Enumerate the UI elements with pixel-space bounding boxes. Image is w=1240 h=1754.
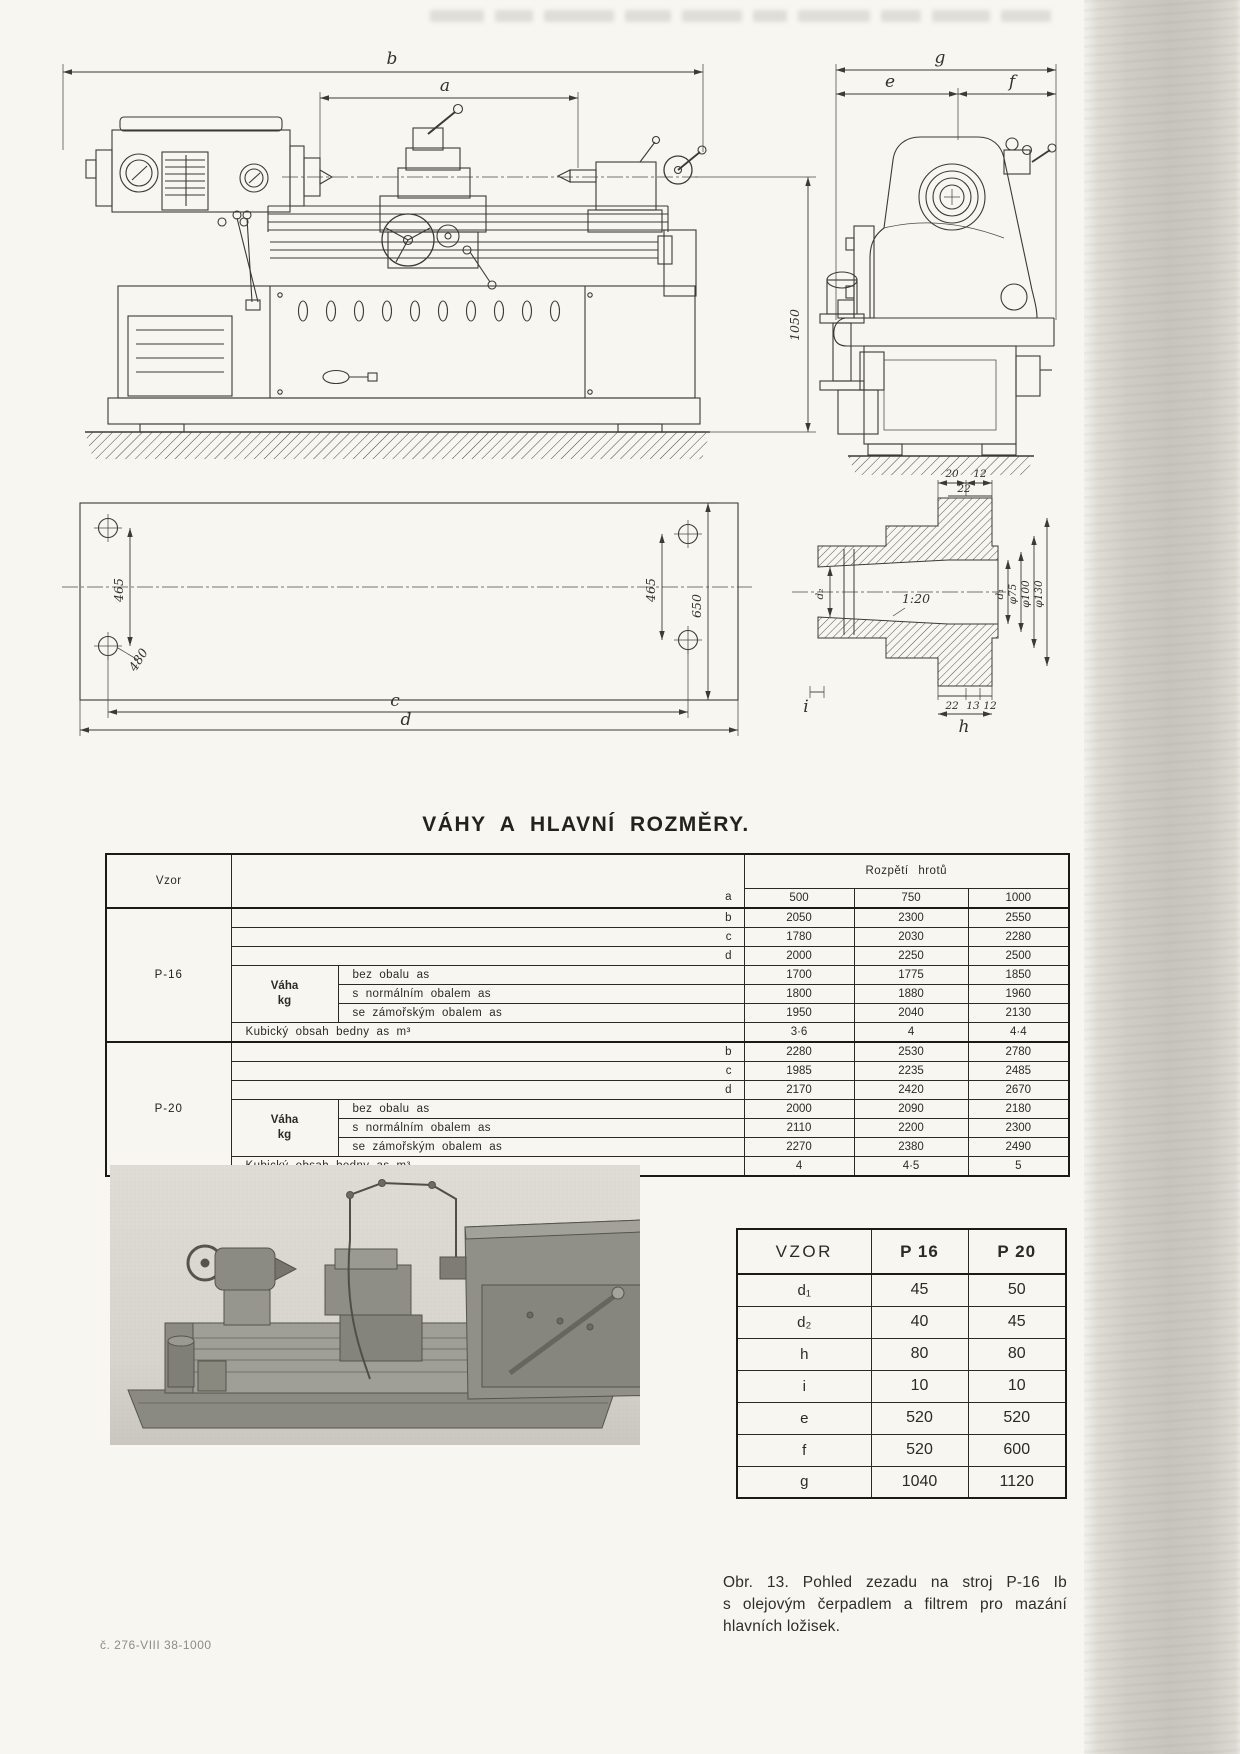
value-cell: 2485	[968, 1061, 1069, 1080]
section-dim-20: 20	[945, 468, 959, 480]
value-cell: 2040	[854, 1003, 968, 1022]
weight-desc-cell: s normálním obalem as	[338, 984, 744, 1003]
page-title: VÁHY A HLAVNÍ ROZMĚRY.	[422, 813, 750, 836]
weights-dimensions-table	[105, 853, 1070, 1177]
value-cell: 2420	[854, 1080, 968, 1099]
table-row	[106, 927, 1069, 946]
dim-letter-cell: c	[689, 1061, 744, 1080]
value-cell: 2000	[744, 1099, 854, 1118]
param-label-cell: d₂	[737, 1306, 871, 1338]
value-cell: 4·5	[854, 1156, 968, 1176]
value-cell: 10	[871, 1370, 968, 1402]
small-table-header-row	[737, 1229, 1066, 1274]
value-cell: 3·6	[744, 1022, 854, 1042]
value-cell: 1120	[999, 1472, 1034, 1490]
table-row	[106, 946, 1069, 965]
rozpeti-header: Rozpětí hrotů	[744, 854, 1069, 888]
spacer-cell	[231, 888, 689, 908]
value-cell: 2780	[968, 1042, 1069, 1062]
caption-line: Obr. 13. Pohled zezadu na stroj P-16 Ib	[723, 1574, 1067, 1591]
vaha-kg-label	[231, 1099, 338, 1156]
spacer-cell	[231, 927, 689, 946]
spacer-cell	[231, 1042, 689, 1062]
value-cell: 2090	[854, 1099, 968, 1118]
value-cell: 5	[1015, 1159, 1022, 1172]
value-cell: 1780	[744, 927, 854, 946]
dim-label-1050: 1050	[787, 309, 802, 341]
value-cell: 2000	[744, 946, 854, 965]
foundation-plan-drawing	[62, 503, 752, 736]
section-dim-h: h	[958, 717, 970, 737]
param-label-cell: h	[737, 1338, 871, 1370]
section-dim-12: 12	[973, 468, 987, 480]
span-value-cell: 500	[744, 888, 854, 908]
value-cell: 2050	[744, 908, 854, 928]
lathe-side-view-drawing	[63, 64, 816, 459]
value-cell: 4·4	[968, 1022, 1069, 1042]
figure-caption	[723, 1572, 1067, 1638]
dim-label-a: a	[439, 76, 451, 96]
section-dim-d2: d₂	[814, 588, 826, 600]
dim-label-f: f	[1008, 72, 1016, 92]
value-cell: 80	[968, 1338, 1066, 1370]
dim-label-c: c	[390, 691, 400, 711]
span-value-cell: 750	[854, 888, 968, 908]
machine-photo	[110, 1165, 640, 1445]
section-dim-d1: d₁	[994, 588, 1006, 600]
dim-label-480: 480	[125, 645, 151, 674]
kg-word: kg	[277, 1128, 292, 1141]
value-cell: 1700	[744, 965, 854, 984]
table-row	[106, 1042, 1069, 1062]
dim-letter-cell: d	[689, 1080, 744, 1099]
dim-label-e: e	[884, 72, 896, 92]
dim-label-b: b	[386, 49, 398, 69]
value-cell: 50	[968, 1274, 1066, 1306]
weight-desc-cell: se zámořským obalem as	[338, 1003, 744, 1022]
value-cell: 2130	[968, 1003, 1069, 1022]
dim-letter-cell: b	[689, 908, 744, 928]
table-row	[106, 1080, 1069, 1099]
table-row	[737, 1434, 1066, 1466]
value-cell: 1775	[854, 965, 968, 984]
vaha-kg-label	[231, 965, 338, 1022]
value-cell: 2530	[854, 1042, 968, 1062]
value-cell: 40	[871, 1306, 968, 1338]
value-cell: 1880	[854, 984, 968, 1003]
dim-label-d: d	[400, 710, 412, 730]
section-dia-130: φ130	[1033, 580, 1045, 608]
value-cell: 2500	[968, 946, 1069, 965]
span-value-cell: 1000	[968, 888, 1069, 908]
value-cell: 45	[968, 1306, 1066, 1338]
value-cell: 520	[968, 1402, 1066, 1434]
dim-label-465-left: 465	[111, 578, 126, 602]
caption-line: s olejovým čerpadlem a filtrem pro mazání	[723, 1596, 1067, 1613]
table-row	[737, 1306, 1066, 1338]
dim-letter-cell: b	[689, 1042, 744, 1062]
small-vzor-header: VZOR	[737, 1229, 871, 1274]
value-cell: 2110	[744, 1118, 854, 1137]
dim-letter-cell: d	[689, 946, 744, 965]
lathe-end-view-drawing	[820, 64, 1056, 475]
value-cell: 2280	[744, 1042, 854, 1062]
value-cell: 1800	[744, 984, 854, 1003]
dim-letter-cell: a	[689, 888, 744, 908]
table-row	[737, 1402, 1066, 1434]
section-bot-22: 22	[945, 700, 959, 712]
spacer-cell	[231, 854, 744, 888]
value-cell: 1950	[744, 1003, 854, 1022]
value-cell: 2300	[968, 1118, 1069, 1137]
section-taper: 1:20	[901, 591, 931, 606]
spacer-cell	[231, 908, 689, 928]
model-name-p16: P-16	[106, 908, 231, 1042]
spacer-cell	[231, 946, 689, 965]
value-cell: 1040	[871, 1466, 968, 1498]
table-row	[737, 1370, 1066, 1402]
value-cell: 1850	[968, 965, 1069, 984]
value-cell: 520	[871, 1402, 968, 1434]
value-cell: 80	[871, 1338, 968, 1370]
dim-label-465-right: 465	[643, 578, 658, 602]
param-label-cell: d₁	[737, 1274, 871, 1306]
section-bot-13: 13	[966, 700, 980, 712]
cubic-label-cell: Kubický obsah bedny as m³	[231, 1022, 744, 1042]
value-cell: 1985	[744, 1061, 854, 1080]
value-cell: 2235	[854, 1061, 968, 1080]
param-label-cell: e	[737, 1402, 871, 1434]
small-p20-header: P 20	[968, 1229, 1066, 1274]
spacer-cell	[231, 1080, 689, 1099]
value-cell: 4	[854, 1022, 968, 1042]
value-cell: 1960	[968, 984, 1069, 1003]
param-label-cell: i	[737, 1370, 871, 1402]
value-cell: 600	[968, 1434, 1066, 1466]
kg-word: kg	[277, 994, 292, 1007]
table-row	[737, 1466, 1066, 1498]
table-row	[737, 1274, 1066, 1306]
caption-line: hlavních ložisek.	[723, 1618, 841, 1635]
table-row	[106, 1022, 1069, 1042]
table-header-row	[106, 854, 1069, 888]
section-bot-12: 12	[983, 700, 997, 712]
value-cell: 10	[968, 1370, 1066, 1402]
value-cell: 45	[871, 1274, 968, 1306]
param-label-cell: g	[737, 1466, 871, 1498]
vaha-word: Váha	[270, 979, 299, 992]
weight-desc-cell: s normálním obalem as	[338, 1118, 744, 1137]
param-label-cell: f	[737, 1434, 871, 1466]
value-cell: 2670	[968, 1080, 1069, 1099]
print-reference-number: č. 276-VIII 38-1000	[100, 1638, 212, 1652]
model-name-p20: P-20	[106, 1042, 231, 1176]
value-cell: 2280	[968, 927, 1069, 946]
value-cell: 2170	[744, 1080, 854, 1099]
vzor-header: Vzor	[106, 854, 231, 908]
table-subheader-row	[106, 888, 1069, 908]
section-dia-100: φ100	[1020, 580, 1032, 608]
table-row	[737, 1338, 1066, 1370]
value-cell: 2490	[968, 1137, 1069, 1156]
value-cell: 4	[744, 1156, 854, 1176]
model-dimensions-table	[736, 1228, 1067, 1499]
weight-desc-cell: bez obalu as	[338, 1099, 744, 1118]
vaha-word: Váha	[270, 1113, 299, 1126]
value-cell: 520	[871, 1434, 968, 1466]
small-p16-header: P 16	[871, 1229, 968, 1274]
section-dim-i: i	[803, 697, 809, 717]
value-cell: 2380	[854, 1137, 968, 1156]
value-cell: 2030	[854, 927, 968, 946]
table-row	[106, 1061, 1069, 1080]
value-cell: 2270	[744, 1137, 854, 1156]
table-row	[106, 965, 1069, 984]
technical-drawings	[0, 0, 1240, 745]
section-dim-22: 22	[957, 483, 971, 495]
dim-letter-cell: c	[689, 927, 744, 946]
dim-label-650: 650	[689, 594, 704, 618]
table-row	[106, 908, 1069, 928]
value-cell: 2250	[854, 946, 968, 965]
section-dia-75: φ75	[1007, 583, 1019, 605]
value-cell: 2300	[854, 908, 968, 928]
value-cell: 2180	[968, 1099, 1069, 1118]
weight-desc-cell: se zámořským obalem as	[338, 1137, 744, 1156]
value-cell: 2200	[854, 1118, 968, 1137]
weight-desc-cell: bez obalu as	[338, 965, 744, 984]
table-row	[106, 1099, 1069, 1118]
value-cell: 2550	[968, 908, 1069, 928]
dim-label-g: g	[934, 48, 946, 68]
spacer-cell	[231, 1061, 689, 1080]
